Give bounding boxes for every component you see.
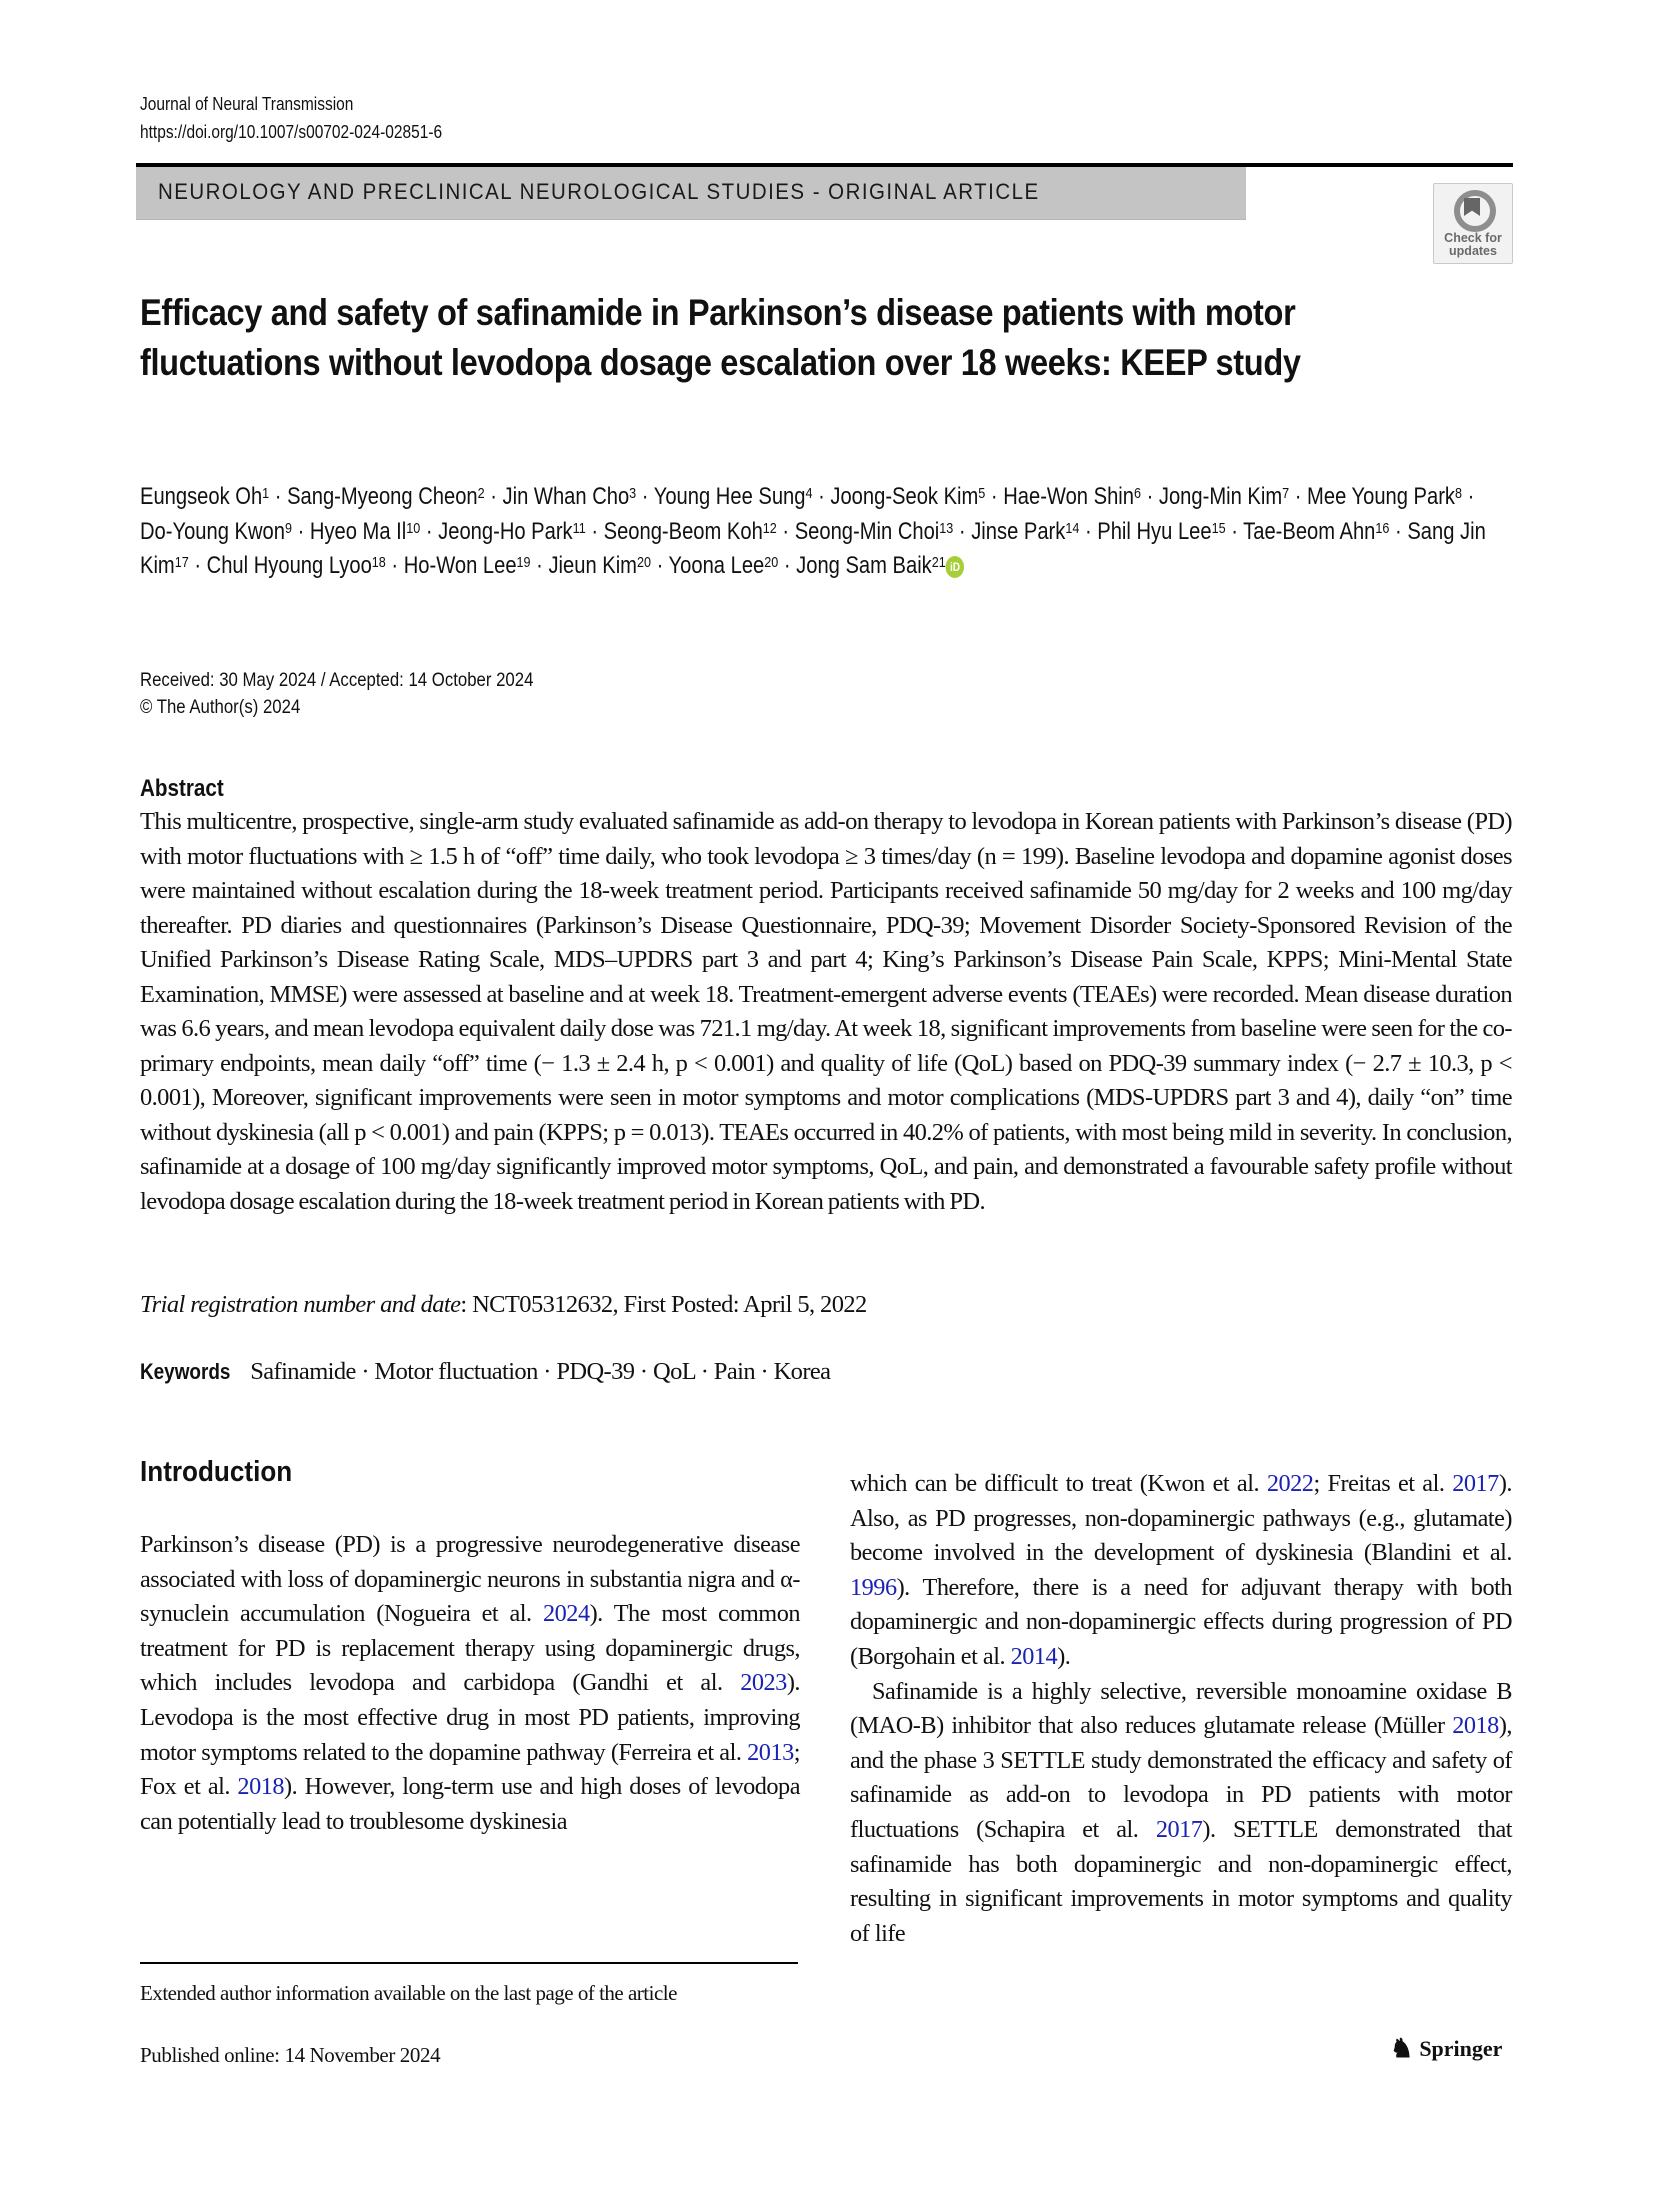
author-name[interactable]: Sang-Myeong Cheon — [287, 483, 478, 510]
author-name[interactable]: Young Hee Sung — [653, 483, 806, 510]
journal-header — [140, 90, 442, 146]
affiliation-number: 15 — [1211, 519, 1226, 537]
citation-link[interactable]: 1996 — [850, 1573, 897, 1601]
intro-column-right — [850, 1467, 1512, 1951]
citation-link[interactable]: 2014 — [1010, 1642, 1058, 1670]
affiliation-number: 2 — [477, 485, 485, 502]
published-date: Published online: 14 November 2024 — [140, 2043, 441, 2067]
received-accepted: Received: 30 May 2024 / Accepted: 14 October 2024 — [140, 669, 534, 691]
crossmark-label: Check for updates — [1444, 231, 1502, 258]
affiliation-number: 20 — [636, 554, 651, 571]
citation-link[interactable]: 2024 — [543, 1600, 590, 1628]
affiliation-number: 5 — [978, 485, 986, 502]
article-dates — [140, 667, 533, 721]
intro-paragraph: Parkinson’s disease (PD) is a progressive neurodegenerative disease associated with loss of dopaminergic neurons in substantia nigra and α-synuclein accumulation (Nogueira et al. 2024). The most common treatment for PD is replacement therapy using dopaminergic drugs, which includes levodopa and carbidopa (Gandhi et al. 2023). Levodopa is the most effective drug in most PD patients, improving motor symptoms related to the dopamine pathway (Ferreira et al. 2013; Fox et al. 2018). However, long-term use and high doses of levodopa can potentially lead to troublesome dyskinesia — [140, 1531, 800, 1835]
affiliation-number: 20 — [764, 554, 779, 571]
affiliation-number: 21 — [931, 554, 946, 571]
citation-link[interactable]: 2018 — [237, 1773, 285, 1801]
author-list: Eungseok $Oh^1$ · Sang-Myeong Cheon$^2$ · Jin Whan Cho$^3$ · Young Hee Sung$^4$ · Joong-Seok Kim$^5$ · Hae-Won Shin$^6$ · Jong-Min Kim$^7$ · Mee Young Park$^8$ · Do-Young Kwon$^9$ · Hyeo Ma $Il^{10}$ · Jeong-Ho Park$^{11}$ · Seong-Beom Koh$^{12}$ · Seong-Min Choi$^{13}$ · Jinse Park$^{14}$ · Phil Hyu Lee$^{15}$ · Tae-Beom Ahn$^{16}$ · Sang Jin Kim$^{17}$ · Chul Hyoung Lyoo$^{18}$ · Ho-Won Lee$^{19}$ · Jieun Kim$^{20}$ · Yoona Lee$^{20}$ · Jong Sam Baik$^{21}$ iD — [140, 483, 1486, 579]
keywords-list: Safinamide · Motor fluctuation · PDQ-39 · QoL · Pain · Korea — [250, 1358, 831, 1385]
citation-link[interactable]: 2013 — [747, 1738, 794, 1766]
introduction-heading: Introduction — [140, 1456, 293, 1488]
citation-link[interactable]: 2017 — [1452, 1470, 1499, 1497]
author-name[interactable]: Jong-Min Kim — [1158, 483, 1283, 510]
author-name[interactable]: Sang Jin Kim — [140, 517, 1486, 579]
author-name[interactable]: Jinse Park — [971, 517, 1066, 545]
affiliation-number: 14 — [1065, 519, 1080, 537]
author-name[interactable]: Tae-Beom Ahn — [1243, 517, 1376, 545]
affiliation-number: 10 — [406, 519, 421, 537]
affiliation-number: 16 — [1375, 519, 1390, 537]
affiliation-number: 8 — [1455, 485, 1463, 502]
author-name[interactable]: Do-Young Kwon — [140, 517, 285, 545]
citation-link[interactable]: 2017 — [1155, 1815, 1203, 1843]
affiliation-number: 1 — [262, 485, 270, 502]
author-name[interactable]: Ho-Won Lee — [403, 552, 517, 579]
citation-link[interactable]: 2022 — [1266, 1470, 1314, 1497]
abstract-text: This multicentre, prospective, single-arm study evaluated safinamide as add-on therapy to levodopa in Korean patients with Parkinson’s disease (PD) with motor fluctuations with ≥ 1.5 h of “off” time daily, who took levodopa ≥ 3 times/day (n = 199). Baseline levodopa and dopamine agonist doses were maintained without escalation during the 18-week treatment period. Participants received safinamide 50 mg/day for 2 weeks and 100 mg/day thereafter. PD diaries and questionnaires (Parkinson’s Disease Questionnaire, PDQ-39; Movement Disorder Society-Sponsored Revision of the Unified Parkinson’s Disease Rating Scale, MDS–UPDRS part 3 and part 4; King’s Parkinson’s Disease Pain Scale, KPPS; Mini-Mental State Examination, MMSE) were assessed at baseline and at week 18. Treatment-emergent adverse events (TEAEs) were recorded. Mean disease duration was 6.6 years, and mean levodopa equivalent daily dose was 721.1 mg/day. At week 18, significant improvements from baseline were seen for the co-primary endpoints, mean daily “off” time (− 1.3 ± 2.4 h, p < 0.001) and quality of life (QoL) based on PDQ-39 summary index (− 2.7 ± 10.3, p < 0.001), Moreover, significant improvements were seen in motor symptoms and motor complications (MDS-UPDRS part 3 and 4), daily “on” time without dyskinesia (all p < 0.001) and pain (KPPS; p = 0.013). TEAEs occurred in 40.2% of patients, with most being mild in severity. In conclusion, safinamide at a dosage of 100 mg/day significantly improved motor symptoms, QoL, and pain, and demonstrated a favourable safety profile without levodopa dosage escalation during the 18-week treatment period in Korean patients with PD. — [140, 808, 1512, 1215]
orcid-icon[interactable]: iD — [946, 556, 964, 578]
author-name[interactable]: Yoona Lee — [668, 552, 765, 579]
author-name[interactable]: Phil Hyu Lee — [1097, 517, 1212, 545]
doi-link[interactable]: https://doi.org/10.1007/s00702-024-02851-6 — [140, 122, 443, 142]
keywords — [140, 1355, 830, 1390]
affiliation-number: 19 — [516, 554, 531, 571]
author-name[interactable]: Seong-Beom Koh — [603, 517, 763, 545]
author-name[interactable]: Joong-Seok Kim — [830, 483, 979, 510]
trial-value: : NCT05312632, First Posted: April 5, 2022 — [460, 1291, 867, 1318]
intro-paragraph: Safinamide is a highly selective, reversible monoamine oxidase B (MAO-B) inhibitor that also reduces glutamate release (Müller 2018), and the phase 3 SETTLE study demonstrated the efficacy and safety of safinamide as add-on to levodopa in PD patients with motor fluctuations (Schapira et al. 2017). SETTLE demonstrated that safinamide has both dopaminergic and non-dopaminergic effect, resulting in significant improvements in motor symptoms and quality of life — [850, 1677, 1513, 1947]
springer-horse-icon: ♞ — [1390, 2034, 1414, 2063]
affiliation-number: 13 — [939, 519, 954, 537]
author-name[interactable]: Hyeo Ma Il — [309, 517, 407, 545]
article-title: Efficacy and safety of safinamide in Parkinson’s disease patients with motor fluctuations without levodopa dosage escalation over 18 weeks: KEEP study — [140, 292, 1301, 383]
copyright: © The Author(s) 2024 — [140, 696, 301, 718]
citation-link[interactable]: 2023 — [740, 1669, 787, 1697]
author-name[interactable]: Jeong-Ho Park — [438, 517, 573, 545]
author-name[interactable]: Jong Sam Baik — [796, 552, 932, 579]
footnote: Extended author information available on the last page of the article — [140, 1981, 677, 2005]
journal-name: Journal of Neural Transmission — [140, 94, 354, 114]
author-name[interactable]: Mee Young Park — [1307, 483, 1456, 510]
check-for-updates-button[interactable] — [1433, 183, 1513, 264]
trial-label: Trial registration number and date — [140, 1291, 461, 1318]
affiliation-number: 18 — [371, 554, 386, 571]
intro-column-left — [140, 1528, 800, 1839]
footnote-rule — [140, 1962, 798, 1964]
keywords-label: Keywords — [140, 1359, 231, 1384]
affiliation-number: 4 — [805, 485, 813, 502]
author-name[interactable]: Eungseok Oh — [140, 483, 263, 510]
citation-link[interactable]: 2018 — [1452, 1712, 1499, 1740]
affiliation-number: 11 — [572, 519, 586, 537]
author-name[interactable]: Jin Whan Cho — [502, 483, 630, 510]
publisher-name: Springer — [1419, 2036, 1503, 2061]
author-name[interactable]: Chul Hyoung Lyoo — [206, 552, 372, 579]
affiliation-number: 9 — [284, 519, 292, 537]
section-label: NEUROLOGY AND PRECLINICAL NEUROLOGICAL STUDIES - ORIGINAL ARTICLE — [158, 179, 1040, 204]
author-name[interactable]: Jieun Kim — [548, 552, 637, 579]
affiliation-number: 17 — [174, 554, 189, 571]
intro-paragraph: which can be difficult to treat (Kwon et al. 2022; Freitas et al. 2017). Also, as PD progresses, non-dopaminergic pathways (e.g., glutamate) become involved in the development of dyskinesia (Blandini et al. 1996). Therefore, there is a need for adjuvant therapy with both dopaminergic and non-dopaminergic effects during progression of PD (Borgohain et al. 2014). — [850, 1470, 1512, 1670]
affiliation-number: 7 — [1282, 485, 1290, 502]
publisher-logo — [1390, 2036, 1502, 2062]
affiliation-number: 3 — [629, 485, 637, 502]
author-name[interactable]: Hae-Won Shin — [1003, 483, 1134, 510]
author-name[interactable]: Seong-Min Choi — [794, 517, 940, 545]
section-banner — [136, 167, 1246, 220]
trial-registration — [140, 1288, 867, 1323]
affiliation-number: 6 — [1133, 485, 1141, 502]
affiliation-number: 12 — [762, 519, 777, 537]
abstract-heading: Abstract — [140, 775, 224, 802]
